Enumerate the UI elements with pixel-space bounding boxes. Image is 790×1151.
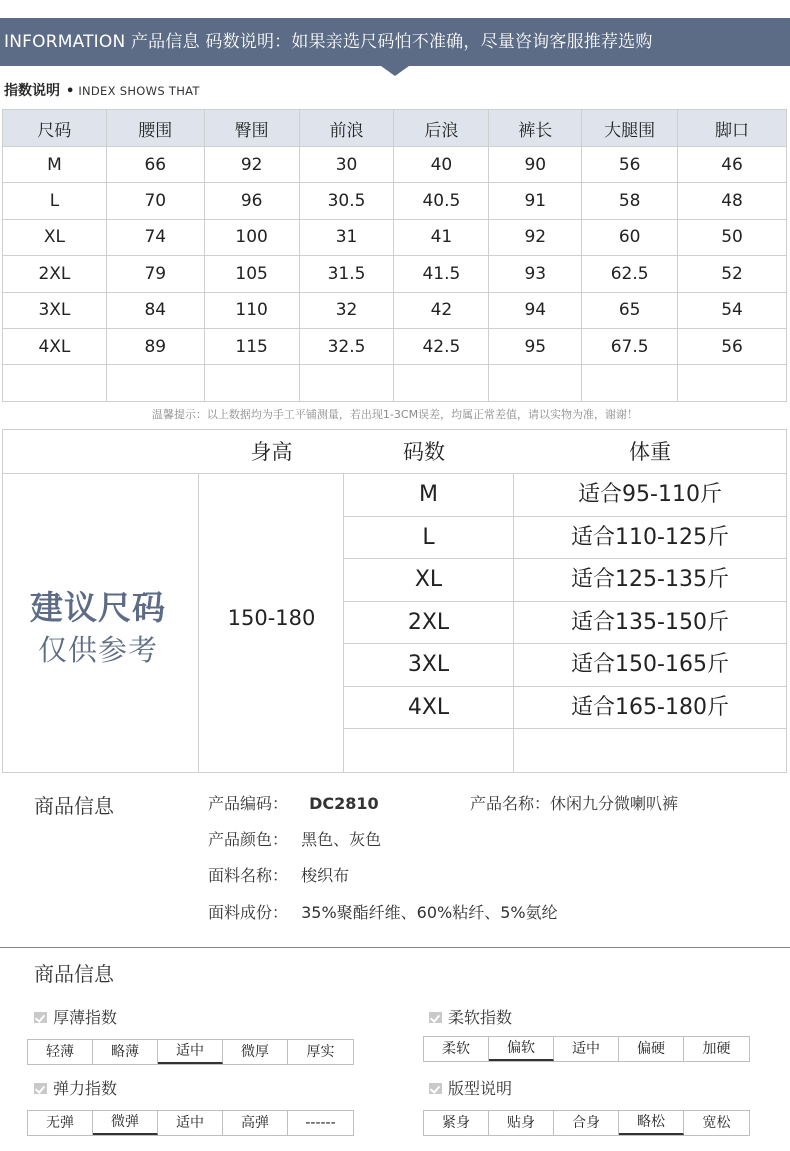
suggestion-size: M: [344, 474, 514, 516]
option: 合身: [554, 1111, 619, 1135]
col-header: 大腿围: [582, 110, 678, 147]
size-header: 码数: [403, 440, 445, 464]
size-table-cell: 30: [299, 147, 394, 183]
index-description-line: [4, 80, 200, 100]
size-table-cell: 89: [106, 328, 204, 364]
product-color-row: [208, 827, 381, 850]
suggestion-size: 2XL: [344, 602, 514, 644]
index-label-text: 版型说明: [448, 1079, 513, 1098]
thickness-options: [27, 1039, 354, 1065]
product-info-title: 商品信息: [34, 794, 114, 818]
size-table-cell: 54: [678, 292, 787, 328]
size-table-cell: 96: [204, 183, 299, 219]
size-table-cell: 65: [582, 292, 678, 328]
product-name-row: [470, 791, 678, 814]
suggestion-weight: 适合95-110斤: [578, 482, 722, 507]
option: 适中: [158, 1111, 223, 1135]
size-table-cell: 31.5: [299, 256, 394, 292]
fit-index-label: [429, 1076, 512, 1099]
product-code-row: [208, 791, 379, 814]
suggestion-header-row: [3, 430, 786, 474]
col-header: 脚口: [678, 110, 787, 147]
fabric-composition-value: 35%聚酯纤维、60%粘纤、5%氨纶: [301, 903, 558, 922]
option: 偏硬: [619, 1037, 684, 1061]
checkbox-icon: [429, 1083, 442, 1094]
size-table-cell: 2XL: [3, 256, 107, 292]
size-table-cell: [394, 365, 489, 401]
size-table-cell: 62.5: [582, 256, 678, 292]
size-table-cell: L: [3, 183, 107, 219]
suggestion-weight: 适合150-165斤: [571, 652, 729, 678]
size-table-cell: [582, 365, 678, 401]
size-table-cell: XL: [3, 219, 107, 255]
size-table-cell: 41.5: [394, 256, 489, 292]
index-label-text: 厚薄指数: [53, 1008, 118, 1027]
size-table-cell: 100: [204, 219, 299, 255]
size-table-cell: 90: [489, 147, 582, 183]
product-name-label: 产品名称：: [470, 794, 551, 813]
suggestion-weight: 适合135-150斤: [571, 609, 729, 635]
suggestion-weight: 适合125-135斤: [571, 567, 729, 593]
size-table-cell: 92: [489, 219, 582, 255]
size-table-cell: [3, 365, 107, 401]
size-table-cell: 58: [582, 183, 678, 219]
col-header: 前浪: [299, 110, 394, 147]
fabric-name-value: 梭织布: [301, 866, 350, 885]
size-table-cell: 48: [678, 183, 787, 219]
suggestion-subtitle: 仅供参考: [37, 633, 158, 667]
size-table-cell: 56: [582, 147, 678, 183]
softness-options: [423, 1036, 750, 1062]
option-selected: 微弹: [93, 1111, 158, 1135]
size-table-cell: 79: [106, 256, 204, 292]
size-table-cell: [106, 365, 204, 401]
suggestion-weight: [514, 729, 786, 772]
product-color-label: 产品颜色：: [208, 830, 289, 849]
size-table-cell: 95: [489, 328, 582, 364]
checkbox-icon: [34, 1083, 47, 1094]
option: 微厚: [223, 1040, 288, 1064]
size-table-cell: 50: [678, 219, 787, 255]
thickness-index-label: [34, 1005, 117, 1028]
option: 高弹: [223, 1111, 288, 1135]
col-header: 臀围: [204, 110, 299, 147]
size-table-cell: 52: [678, 256, 787, 292]
col-header: 腰围: [106, 110, 204, 147]
size-table-cell: [299, 365, 394, 401]
height-header: 身高: [250, 440, 293, 464]
size-table-cell: 92: [204, 147, 299, 183]
col-header: 后浪: [394, 110, 489, 147]
size-table-cell: [678, 365, 787, 401]
suggestion-size: XL: [344, 559, 514, 601]
suggestion-title: 建议尺码: [30, 588, 166, 627]
size-table: [2, 109, 787, 402]
product-info-title-2: 商品信息: [34, 962, 114, 986]
suggestion-row: [344, 474, 786, 517]
size-table-row: [3, 328, 787, 364]
size-table-cell: 42: [394, 292, 489, 328]
header-banner: INFORMATION 产品信息 码数说明：如果亲选尺码怕不准确，尽量咨询客服推荐选购: [0, 18, 790, 66]
option: 宽松: [702, 1115, 731, 1131]
suggestion-size: 4XL: [344, 687, 514, 729]
size-table-row: [3, 183, 787, 219]
suggestion-title-cell: [3, 474, 199, 772]
index-label-text: 柔软指数: [448, 1008, 513, 1027]
fabric-name-row: [208, 863, 349, 886]
option-selected: 适中: [158, 1040, 223, 1064]
size-table-cell: 74: [106, 219, 204, 255]
size-table-cell: [489, 365, 582, 401]
product-color-value: 黑色、灰色: [301, 830, 382, 849]
size-table-row: [3, 147, 787, 183]
suggestion-size: [344, 729, 514, 772]
index-title: 指数说明: [4, 83, 60, 99]
size-table-cell: 40.5: [394, 183, 489, 219]
size-table-cell: 56: [678, 328, 787, 364]
index-subtitle: INDEX SHOWS THAT: [78, 84, 200, 98]
checkbox-icon: [34, 1012, 47, 1023]
product-code-value: DC2810: [309, 794, 379, 813]
elasticity-options: [27, 1110, 354, 1136]
index-label-text: 弹力指数: [53, 1079, 118, 1098]
size-table-cell: 4XL: [3, 328, 107, 364]
option-selected: 偏软: [489, 1037, 554, 1061]
size-table-cell: 66: [106, 147, 204, 183]
size-table-cell: 94: [489, 292, 582, 328]
size-table-cell: 40: [394, 147, 489, 183]
size-table-cell: 30.5: [299, 183, 394, 219]
size-table-cell: 32.5: [299, 328, 394, 364]
size-table-row: [3, 219, 787, 255]
option: 略薄: [93, 1040, 158, 1064]
size-table-cell: 70: [106, 183, 204, 219]
col-header: 尺码: [3, 110, 107, 147]
option: 柔软: [424, 1037, 489, 1061]
suggestion-row: [344, 644, 786, 687]
size-table-cell: 42.5: [394, 328, 489, 364]
suggestion-weight: 适合165-180斤: [571, 694, 729, 720]
option: 厚实: [306, 1044, 335, 1060]
size-table-cell: 91: [489, 183, 582, 219]
bullet-dot: •: [66, 84, 75, 99]
option-selected: 略松: [619, 1111, 684, 1135]
size-table-cell: 105: [204, 256, 299, 292]
size-table-cell: 41: [394, 219, 489, 255]
suggestion-size: L: [344, 517, 514, 559]
fabric-composition-row: [208, 900, 558, 923]
col-header: 裤长: [489, 110, 582, 147]
size-table-cell: 31: [299, 219, 394, 255]
option: 轻薄: [28, 1040, 93, 1064]
size-table-cell: 93: [489, 256, 582, 292]
size-table-row: [3, 256, 787, 292]
section-divider: [0, 947, 790, 948]
option: 无弹: [28, 1111, 93, 1135]
size-table-cell: M: [3, 147, 107, 183]
suggestion-row: [344, 687, 786, 730]
option: 适中: [554, 1037, 619, 1061]
elasticity-index-label: [34, 1076, 117, 1099]
size-table-cell: [204, 365, 299, 401]
suggestion-row: [344, 559, 786, 602]
checkbox-icon: [429, 1012, 442, 1023]
size-table-cell: 110: [204, 292, 299, 328]
fabric-composition-label: 面料成份：: [208, 903, 289, 922]
height-range-cell: [199, 474, 344, 772]
size-table-header-row: [3, 110, 787, 147]
size-table-row: [3, 365, 787, 401]
suggestion-row: [344, 602, 786, 645]
suggestion-weight: 适合110-125斤: [571, 524, 729, 550]
option: 贴身: [489, 1111, 554, 1135]
height-range: 150-180: [227, 606, 316, 630]
size-table-cell: 84: [106, 292, 204, 328]
size-table-cell: 60: [582, 219, 678, 255]
size-weight-grid: [344, 474, 786, 772]
suggestion-row: [344, 729, 786, 772]
option: 紧身: [424, 1111, 489, 1135]
size-table-cell: 32: [299, 292, 394, 328]
softness-index-label: [429, 1005, 512, 1028]
measurement-tip: 温馨提示：以上数据均为手工平铺测量，若出现1-3CM误差，均属正常差值，请以实物为准，谢谢！: [151, 408, 639, 421]
size-table-row: [3, 292, 787, 328]
weight-header: 体重: [629, 440, 671, 464]
size-table-cell: 115: [204, 328, 299, 364]
option: 加硬: [702, 1041, 731, 1057]
fabric-name-label: 面料名称：: [208, 866, 289, 885]
option: ------: [305, 1115, 336, 1131]
suggestion-size: 3XL: [344, 644, 514, 686]
size-table-cell: 67.5: [582, 328, 678, 364]
product-name-value: 休闲九分微喇叭裤: [550, 794, 679, 813]
banner-pointer-arrow: [381, 66, 409, 76]
suggestion-row: [344, 517, 786, 560]
size-table-cell: 3XL: [3, 292, 107, 328]
product-code-label: 产品编码：: [208, 794, 289, 813]
fit-options: [423, 1110, 750, 1136]
size-table-cell: 46: [678, 147, 787, 183]
size-suggestion-table: [2, 429, 787, 773]
